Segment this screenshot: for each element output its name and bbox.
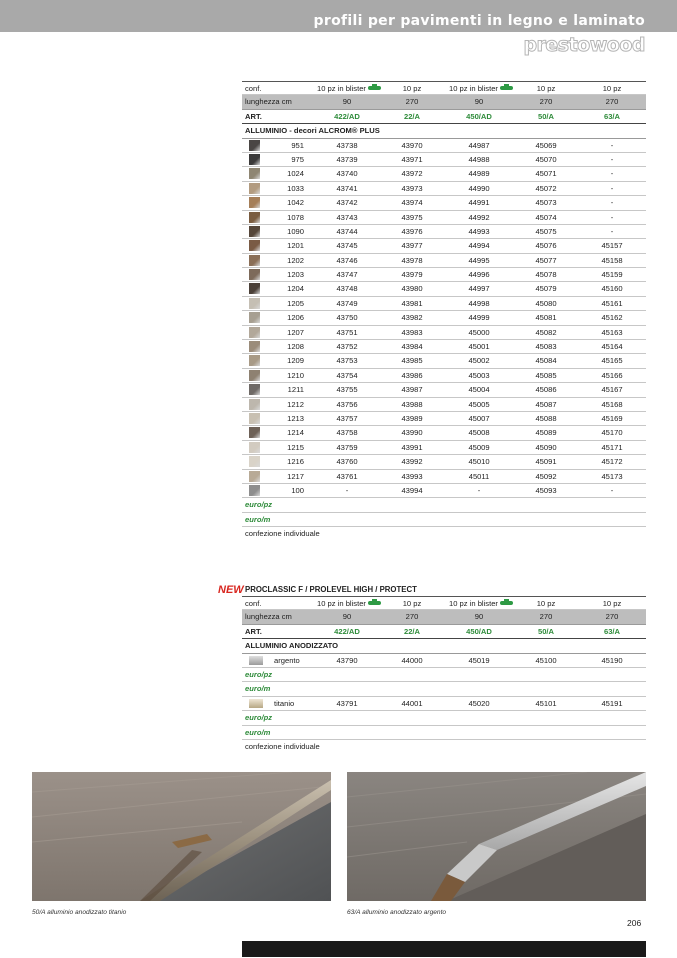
article-code-cell: -	[610, 169, 614, 179]
page-title: profili per pavimenti in legno e laminato	[313, 13, 645, 29]
finish-swatch	[249, 699, 263, 708]
article-code-cell: 43989	[401, 413, 423, 423]
decor-code: 1213	[287, 413, 304, 423]
article-code-cell: 43986	[401, 370, 423, 380]
article-code-cell: 45164	[601, 342, 623, 352]
article-code-cell: 45166	[601, 370, 623, 380]
article-code-cell: 43991	[401, 442, 423, 452]
article-code-cell: 45088	[535, 413, 557, 423]
article-code-cell: 43975	[401, 212, 423, 222]
price-per-piece-row: euro/pz	[242, 498, 646, 512]
article-code-cell: 43747	[336, 270, 358, 280]
table-row	[242, 412, 646, 426]
article-code-cell: 43758	[336, 428, 358, 438]
article-code-cell: 43982	[401, 313, 423, 323]
decor-swatch	[249, 197, 260, 208]
decor-code: 1212	[287, 399, 304, 409]
article-code-cell: -	[345, 485, 349, 495]
length-row: lunghezza cm 90 270 90 270 270	[242, 610, 646, 624]
packaging-note: confezione individuale	[245, 741, 320, 751]
decor-code: 1216	[287, 457, 304, 467]
decor-swatch	[249, 212, 260, 223]
article-code-cell: 45161	[601, 298, 623, 308]
article-code-cell: 45073	[535, 198, 557, 208]
article-code-cell: 43756	[336, 399, 358, 409]
article-code-cell: 43994	[401, 485, 423, 495]
article-code-cell: 43740	[336, 169, 358, 179]
article-code-cell: 45090	[535, 442, 557, 452]
table-row	[242, 340, 646, 354]
table-row: titanio 43791 44001 45020 45101 45191	[242, 697, 646, 711]
table-row	[242, 326, 646, 340]
conf-row: conf. 10 pz in blister 10 pz 10 pz in blister 10 pz 10 pz	[242, 596, 646, 610]
decor-code: 975	[291, 154, 304, 164]
decor-code: 1033	[287, 183, 304, 193]
article-code-cell: -	[610, 140, 614, 150]
price-per-meter-row: euro/m	[242, 682, 646, 696]
decor-swatch	[249, 442, 260, 453]
decor-code: 1201	[287, 241, 304, 251]
threshold-profile-image	[32, 772, 331, 901]
decor-code: 1090	[287, 226, 304, 236]
article-code-cell: 45079	[535, 284, 557, 294]
decor-code: 1078	[287, 212, 304, 222]
page-number: 206	[627, 918, 642, 928]
decor-swatch	[249, 370, 260, 381]
price-per-meter-row: euro/m	[242, 513, 646, 527]
article-code-cell: 45169	[601, 413, 623, 423]
decor-code: 1208	[287, 342, 304, 352]
table-row	[242, 167, 646, 181]
table-row	[242, 225, 646, 239]
article-code-cell: 45071	[535, 169, 557, 179]
article-code-cell: 45087	[535, 399, 557, 409]
article-code-cell: 45083	[535, 342, 557, 352]
article-code-cell: 45160	[601, 284, 623, 294]
article-code-cell: 45158	[601, 255, 623, 265]
table-row	[242, 484, 646, 498]
table-row	[242, 470, 646, 484]
article-code-cell: 44988	[468, 154, 490, 164]
article-code-cell: 43985	[401, 356, 423, 366]
decor-swatch	[249, 140, 260, 151]
article-code-cell: 45084	[535, 356, 557, 366]
article-code-cell: 45005	[468, 399, 490, 409]
article-code-cell: -	[610, 154, 614, 164]
article-code-cell: 45172	[601, 457, 623, 467]
brand-logo: prestowood	[523, 34, 645, 56]
article-code-cell: 45001	[468, 342, 490, 352]
decor-swatch	[249, 312, 260, 323]
article-code-cell: 45093	[535, 485, 557, 495]
decor-swatch	[249, 255, 260, 266]
article-code-cell: 43987	[401, 385, 423, 395]
article-code-cell: -	[610, 485, 614, 495]
article-code-cell: 45170	[601, 428, 623, 438]
article-code-cell: 43980	[401, 284, 423, 294]
article-code-cell: -	[610, 212, 614, 222]
header-bar	[0, 0, 677, 32]
decor-swatch	[249, 226, 260, 237]
decor-swatch	[249, 355, 260, 366]
article-code-cell: 45167	[601, 385, 623, 395]
decor-swatch	[249, 413, 260, 424]
price-per-piece-row: euro/pz	[242, 668, 646, 682]
decor-code: 1215	[287, 442, 304, 452]
decor-swatch	[249, 399, 260, 410]
article-code-cell: 43760	[336, 457, 358, 467]
article-code-cell: 44994	[468, 241, 490, 251]
article-code-cell: 43971	[401, 154, 423, 164]
article-code-cell: 45003	[468, 370, 490, 380]
article-code-cell: 43977	[401, 241, 423, 251]
article-code-cell: 45162	[601, 313, 623, 323]
decor-code: 1024	[287, 169, 304, 179]
table-row	[242, 369, 646, 383]
article-code-cell: 43745	[336, 241, 358, 251]
table-row	[242, 182, 646, 196]
blister-icon	[500, 601, 513, 605]
table-row	[242, 426, 646, 440]
article-code-cell: 43972	[401, 169, 423, 179]
article-code-cell: 43988	[401, 399, 423, 409]
price-per-piece-row: euro/pz	[242, 711, 646, 725]
new-badge: NEW	[218, 584, 244, 596]
decor-swatch	[249, 485, 260, 496]
article-code-cell: 43970	[401, 140, 423, 150]
article-code-cell: 45069	[535, 140, 557, 150]
article-code-cell: 43744	[336, 226, 358, 236]
blister-icon	[368, 86, 381, 90]
article-code-cell: 45157	[601, 241, 623, 251]
decor-swatch	[249, 456, 260, 467]
table-row	[242, 254, 646, 268]
article-code-cell: 45168	[601, 399, 623, 409]
article-code-cell: 45078	[535, 270, 557, 280]
article-code-cell: 43742	[336, 198, 358, 208]
article-code-cell: 45173	[601, 471, 623, 481]
article-code-cell: 45163	[601, 327, 623, 337]
article-code-cell: 45165	[601, 356, 623, 366]
article-code-cell: 43743	[336, 212, 358, 222]
article-code-cell: 45075	[535, 226, 557, 236]
article-code-cell: 43757	[336, 413, 358, 423]
decor-code: 1204	[287, 284, 304, 294]
decor-code: 1211	[287, 385, 304, 395]
article-code-cell: 43739	[336, 154, 358, 164]
table-row	[242, 383, 646, 397]
article-code-cell: 44999	[468, 313, 490, 323]
table-row	[242, 196, 646, 210]
table-row	[242, 211, 646, 225]
article-code-cell: 43990	[401, 428, 423, 438]
product-line-heading: PROCLASSIC F / PROLEVEL HIGH / PROTECT	[245, 585, 417, 594]
photo-caption-right: 63/A alluminio anodizzato argento	[347, 909, 447, 916]
article-code-cell: 43984	[401, 342, 423, 352]
article-code-cell: 45072	[535, 183, 557, 193]
decor-swatch	[249, 427, 260, 438]
decor-swatch	[249, 269, 260, 280]
article-code-cell: 45076	[535, 241, 557, 251]
table-row	[242, 139, 646, 153]
length-row: lunghezza cm 90 270 90 270 270	[242, 95, 646, 109]
article-code-cell: 45007	[468, 413, 490, 423]
article-code-cell: 45070	[535, 154, 557, 164]
article-code-cell: 43748	[336, 284, 358, 294]
article-code-cell: 45159	[601, 270, 623, 280]
article-code-cell: 43761	[336, 471, 358, 481]
article-code-cell: 45004	[468, 385, 490, 395]
article-code-cell: 43755	[336, 385, 358, 395]
article-code-cell: 45082	[535, 327, 557, 337]
decor-swatch	[249, 298, 260, 309]
decor-code: 951	[291, 140, 304, 150]
article-code-cell: 44995	[468, 255, 490, 265]
table-row	[242, 354, 646, 368]
article-code-cell: 44991	[468, 198, 490, 208]
decor-swatch	[249, 283, 260, 294]
article-code-cell: 45009	[468, 442, 490, 452]
packaging-note: confezione individuale	[245, 529, 320, 539]
article-code-cell: 45092	[535, 471, 557, 481]
decor-code: 1203	[287, 270, 304, 280]
article-code-cell: 45008	[468, 428, 490, 438]
photo-threshold-profile-titanium	[32, 772, 331, 901]
decor-swatch	[249, 341, 260, 352]
table-row	[242, 153, 646, 167]
article-code-cell: 43754	[336, 370, 358, 380]
article-code-cell: -	[477, 485, 481, 495]
article-code-cell: 45086	[535, 385, 557, 395]
article-code-cell: 43974	[401, 198, 423, 208]
article-code-cell: -	[610, 198, 614, 208]
decor-code: 1217	[287, 471, 304, 481]
product-table-anodized	[242, 596, 646, 754]
decor-code: 1210	[287, 370, 304, 380]
table-row	[242, 455, 646, 469]
article-code-cell: 45081	[535, 313, 557, 323]
decor-code: 1202	[287, 255, 304, 265]
decor-swatch	[249, 471, 260, 482]
article-code-cell: 44996	[468, 270, 490, 280]
conf-row: conf. 10 pz in blister 10 pz 10 pz in blister 10 pz 10 pz	[242, 81, 646, 95]
article-code-cell: 44989	[468, 169, 490, 179]
article-code-cell: 45077	[535, 255, 557, 265]
section-heading: ALLUMINIO ANODIZZATO	[242, 639, 646, 653]
table-row	[242, 398, 646, 412]
article-row: ART. 422/AD 22/A 450/AD 50/A 63/A	[242, 625, 646, 639]
article-code-cell: 44993	[468, 226, 490, 236]
table-row: argento 43790 44000 45019 45100 45190	[242, 654, 646, 668]
article-code-cell: 43738	[336, 140, 358, 150]
article-code-cell: 43746	[336, 255, 358, 265]
table-row	[242, 297, 646, 311]
decor-code: 100	[291, 485, 304, 495]
article-code-cell: 45089	[535, 428, 557, 438]
decor-swatch	[249, 168, 260, 179]
article-code-cell: 43976	[401, 226, 423, 236]
table-row	[242, 311, 646, 325]
decor-code: 1206	[287, 313, 304, 323]
article-code-cell: 43983	[401, 327, 423, 337]
article-code-cell: 43979	[401, 270, 423, 280]
article-code-cell: 43753	[336, 356, 358, 366]
decor-code: 1205	[287, 298, 304, 308]
article-code-cell: 44992	[468, 212, 490, 222]
article-code-cell: 45002	[468, 356, 490, 366]
decor-swatch	[249, 240, 260, 251]
decor-swatch	[249, 384, 260, 395]
article-code-cell: -	[610, 183, 614, 193]
article-code-cell: 43751	[336, 327, 358, 337]
product-table-alcrom	[242, 81, 646, 542]
article-code-cell: 45000	[468, 327, 490, 337]
blister-icon	[500, 86, 513, 90]
article-code-cell: 45011	[468, 471, 490, 481]
article-code-cell: 45074	[535, 212, 557, 222]
article-code-cell: 43993	[401, 471, 423, 481]
decor-swatch	[249, 183, 260, 194]
article-code-cell: 43981	[401, 298, 423, 308]
decor-code: 1042	[287, 198, 304, 208]
article-code-cell: 44997	[468, 284, 490, 294]
article-code-cell: 43749	[336, 298, 358, 308]
table-row	[242, 441, 646, 455]
finish-swatch	[249, 656, 263, 665]
angle-profile-image	[347, 772, 646, 901]
article-code-cell: 45010	[468, 457, 490, 467]
article-code-cell: 45080	[535, 298, 557, 308]
decor-code: 1207	[287, 327, 304, 337]
article-code-cell: 44998	[468, 298, 490, 308]
table-row	[242, 268, 646, 282]
article-row: ART. 422/AD 22/A 450/AD 50/A 63/A	[242, 110, 646, 124]
decor-code: 1214	[287, 428, 304, 438]
decor-swatch	[249, 154, 260, 165]
decor-code: 1209	[287, 356, 304, 366]
article-code-cell: 43759	[336, 442, 358, 452]
section-heading: ALLUMINIO - decori ALCROM® PLUS	[242, 124, 646, 138]
article-code-cell: 43973	[401, 183, 423, 193]
footer-bar	[242, 941, 646, 957]
article-code-cell: 44990	[468, 183, 490, 193]
article-code-cell: 43978	[401, 255, 423, 265]
photo-caption-left: 50/A alluminio anodizzato titanio	[32, 909, 127, 916]
decor-swatch	[249, 327, 260, 338]
price-per-meter-row: euro/m	[242, 726, 646, 740]
article-code-cell: 43752	[336, 342, 358, 352]
article-code-cell: 43750	[336, 313, 358, 323]
table-row	[242, 282, 646, 296]
article-code-cell: 45091	[535, 457, 557, 467]
photo-angle-profile-silver	[347, 772, 646, 901]
article-code-cell: 43992	[401, 457, 423, 467]
article-code-cell: 45171	[601, 442, 623, 452]
table-row	[242, 239, 646, 253]
article-code-cell: 43741	[336, 183, 358, 193]
article-code-cell: 45085	[535, 370, 557, 380]
blister-icon	[368, 601, 381, 605]
article-code-cell: -	[610, 226, 614, 236]
article-code-cell: 44987	[468, 140, 490, 150]
